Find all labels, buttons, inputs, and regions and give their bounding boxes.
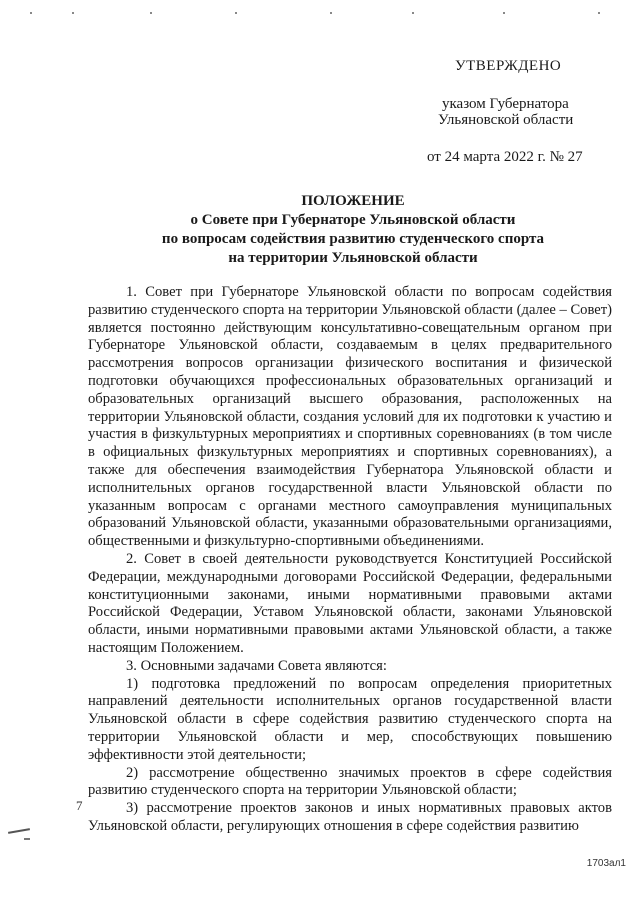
scan-speck	[150, 12, 152, 14]
paragraph-2: 2. Совет в своей деятельности руководствуется Конституцией Российской Федерации, международными договорами Российской Федерации, федеральными конституционными законами, иными нормативными правовыми актами Российской Федерации, Уставом Ульяновской области, законами Ульяновской области, иными нормативными правовыми актами Ульяновской области, а также настоящим Положением.	[88, 550, 612, 656]
approval-region: Ульяновской области	[438, 112, 574, 128]
list-item-2: 2) рассмотрение общественно значимых проектов в сфере содействия развитию студенческого спорта на территории Ульяновской области;	[88, 764, 612, 799]
document-body	[88, 284, 612, 836]
approval-title: УТВЕРЖДЕНО	[455, 58, 562, 74]
scan-speck	[598, 12, 600, 14]
footer-code: 1703ал1	[586, 858, 626, 869]
pen-mark	[24, 838, 30, 840]
scan-speck	[72, 12, 74, 14]
heading-subtitle-2: по вопросам содействия развитию студенческого спорта	[161, 231, 545, 247]
document-heading	[88, 192, 618, 268]
scan-speck	[235, 12, 237, 14]
scan-speck	[503, 12, 505, 14]
scan-specks	[0, 12, 640, 18]
pen-mark	[8, 828, 30, 834]
scan-speck	[330, 12, 332, 14]
list-item-3: 3) рассмотрение проектов законов и иных нормативных правовых актов Ульяновской области, регулирующих отношения в сфере содействия развитию	[88, 800, 612, 834]
approval-issuer: указом Губернатора	[442, 96, 569, 112]
paragraph-1: 1. Совет при Губернаторе Ульяновской области по вопросам содействия развитию студенческого спорта на территории Ульяновской области (далее – Совет) является постоянно действующим консультативно-совещательным органом при Губернаторе Ульяновской области, создаваемым в целях предварительного рассмотрения вопросов организации физического воспитания и физической подготовки обучающихся профессиональных образовательных организаций и образовательных организаций высшего образования, расположенных на территории Ульяновской области, создания условий для их подготовки к участию и участия в физкультурных мероприятиях и спортивных соревнованиях (в том числе в официальных физкультурных мероприятиях и спортивных соревнованиях), а также для обеспечения взаимодействия Губернатора Ульяновской области и исполнительных органов государственной власти Ульяновской области по указанным вопросам с органами местного самоуправления муниципальных образований Ульяновской области, указанными образовательными организациями, общественными и физкультурно-спортивными объединениями.	[88, 284, 612, 550]
paragraph-3: 3. Основными задачами Совета являются:	[126, 657, 387, 674]
heading-subtitle-3: на территории Ульяновской области	[228, 250, 478, 266]
scan-speck	[30, 12, 32, 14]
list-item-1: 1) подготовка предложений по вопросам определения приоритетных направлений деятельности исполнительных органов государственной власти Ульяновской области в сфере содействия развитию студенческого спорта на территории Ульяновской области и мер, способствующих повышению эффективности этой деятельности;	[88, 675, 612, 763]
approval-date: от 24 марта 2022 г. № 27	[427, 149, 583, 165]
scan-speck	[412, 12, 414, 14]
margin-mark: 7	[76, 798, 83, 813]
heading-subtitle-1: о Совете при Губернаторе Ульяновской области	[190, 212, 516, 228]
heading-title: ПОЛОЖЕНИЕ	[301, 193, 405, 209]
